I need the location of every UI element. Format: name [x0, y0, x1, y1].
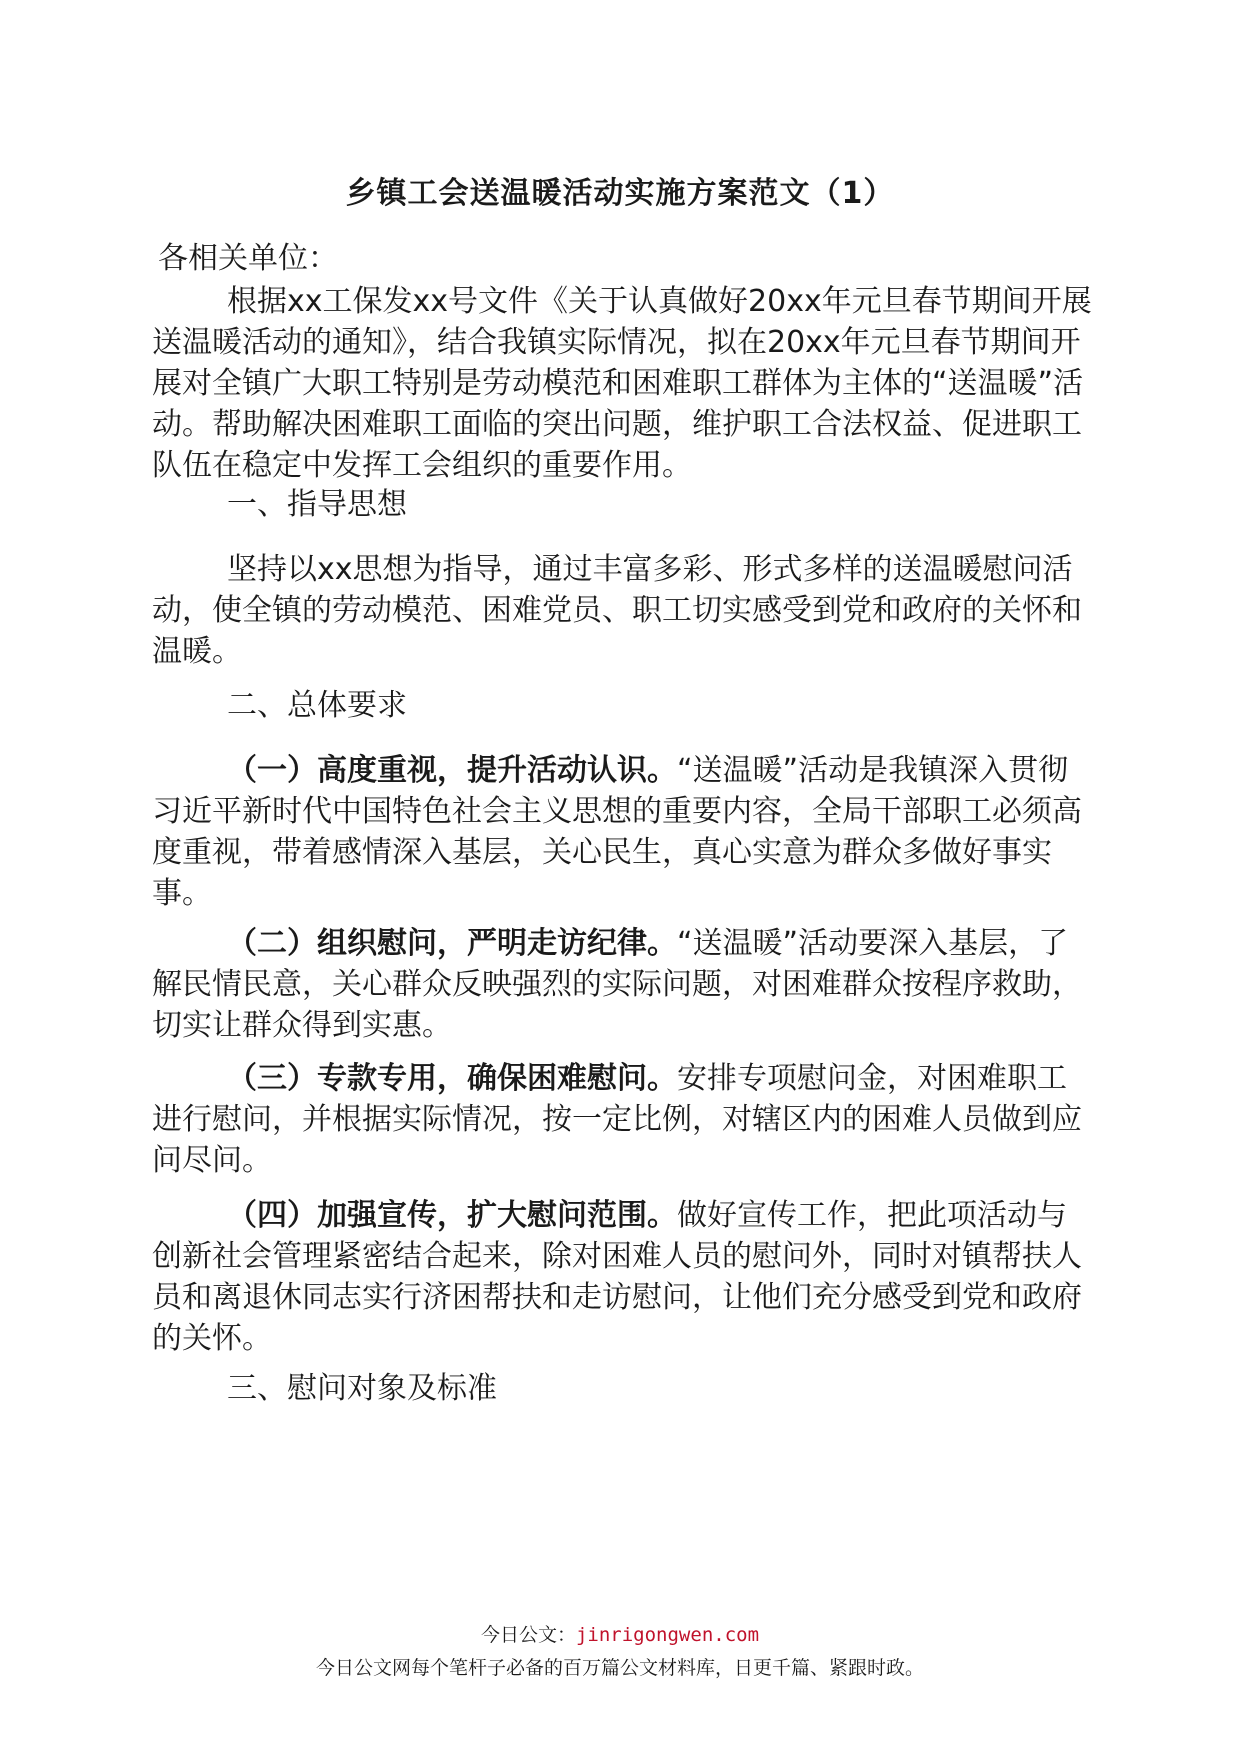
requirement-item-4-text: 做好宣传工作，把此项活动与创新社会管理紧密结合起来，除对困难人员的慰问外，同时对镇帮扶人员和离退休同志实行济困帮扶和走访慰问，让他们充分感受到党和政府的关怀。: [152, 1198, 1082, 1356]
section-heading-3: 三、慰问对象及标准: [227, 1371, 497, 1406]
section-1-paragraph: 坚持以xx思想为指导，通过丰富多彩、形式多样的送温暖慰问活动，使全镇的劳动模范、困难党员、职工切实感受到党和政府的关怀和温暖。: [152, 552, 1082, 669]
footer-site-line: [0, 1623, 1240, 1647]
requirement-item-4-lead: （四）加强宣传，扩大慰问范围。: [227, 1198, 677, 1233]
requirement-item-1-text: “送温暖”活动是我镇深入贯彻习近平新时代中国特色社会主义思想的重要内容，全局干部职工必须高度重视，带着感情深入基层，关心民生，真心实意为群众多做好事实事。: [152, 753, 1082, 911]
requirement-item-2-lead: （二）组织慰问，严明走访纪律。: [227, 926, 677, 961]
requirement-item-1: [152, 750, 1092, 914]
document-title: 乡镇工会送温暖活动实施方案范文（1）: [345, 176, 895, 211]
requirement-item-3: [152, 1058, 1092, 1181]
requirement-item-3-text: 安排专项慰问金，对困难职工进行慰问，并根据实际情况，按一定比例，对辖区内的困难人员做到应问尽问。: [152, 1061, 1082, 1178]
salutation: 各相关单位：: [158, 241, 338, 276]
section-heading-1: 一、指导思想: [227, 487, 407, 522]
requirement-item-2-text: “送温暖”活动要深入基层，了解民情民意，关心群众反映强烈的实际问题，对困难群众按程序救助，切实让群众得到实惠。: [152, 926, 1082, 1043]
requirement-item-3-lead: （三）专款专用，确保困难慰问。: [227, 1061, 677, 1096]
footer-site-label: 今日公文：: [480, 1624, 576, 1646]
intro-paragraph: 根据xx工保发xx号文件《关于认真做好20xx年元旦春节期间开展送温暖活动的通知》，结合我镇实际情况，拟在20xx年元旦春节期间开展对全镇广大职工特别是劳动模范和困难职工群体为主体的“送温暖”活动。帮助解决困难职工面临的突出问题，维护职工合法权益、促进职工队伍在稳定中发挥工会组织的重要作用。: [152, 284, 1092, 483]
footer-site-url[interactable]: jinrigongwen.com: [575, 1624, 760, 1646]
section-heading-2: 二、总体要求: [227, 688, 407, 723]
requirement-item-2: [152, 923, 1092, 1046]
requirement-item-1-lead: （一）高度重视，提升活动认识。: [227, 753, 677, 788]
footer-slogan: 今日公文网每个笔杆子必备的百万篇公文材料库，日更千篇、紧跟时政。: [315, 1657, 924, 1679]
requirement-item-4: [152, 1195, 1092, 1359]
